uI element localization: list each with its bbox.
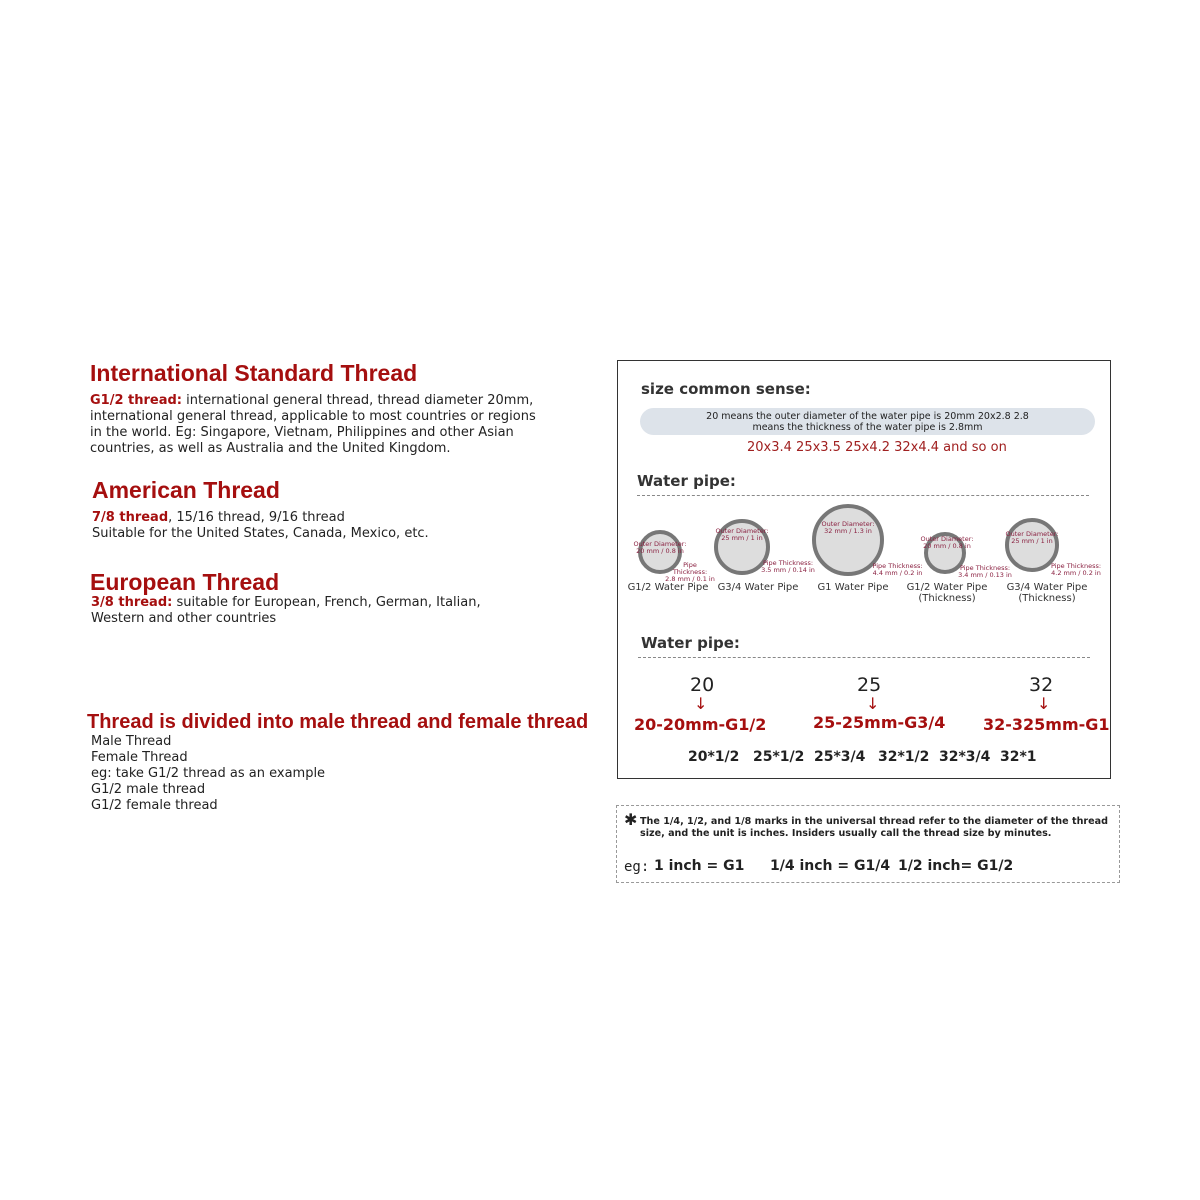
size-mapping: 25-25mm-G3/4	[813, 713, 946, 732]
combo: 20*1/2	[688, 749, 740, 765]
pipe-th: Pipe Thickness: 3.5 mm / 0.14 in	[761, 559, 815, 574]
american-body: , 15/16 thread, 9/16 thread	[168, 510, 345, 525]
intl-thread-title: International Standard Thread	[90, 360, 418, 386]
list-item: G1/2 male thread	[91, 782, 206, 797]
asterisk-icon: ✱	[624, 810, 638, 829]
pipe-od: Outer Diameter: 20 mm / 0.8 in	[920, 535, 974, 550]
combo: 25*3/4	[814, 749, 866, 765]
example: 1 inch = G1	[654, 858, 745, 874]
list-item: Female Thread	[91, 750, 188, 765]
size-number: 32	[1029, 674, 1054, 696]
combo: 32*1	[1000, 749, 1037, 765]
pipe-th: Pipe Thickness: 2.8 mm / 0.1 in	[665, 561, 715, 583]
size-title: size common sense:	[641, 380, 811, 398]
eg-label: eg:	[624, 859, 650, 875]
american-line2: Suitable for the United States, Canada, Mexico, etc.	[92, 526, 429, 541]
pipe-od: Outer Diameter: 32 mm / 1.3 in	[821, 520, 875, 535]
arrow-down-icon: ↓	[694, 694, 708, 713]
pipe-od: Outer Diameter: 20 mm / 0.8 in	[633, 540, 687, 555]
european-body: suitable for European, French, German, Italian, Western and other countries	[91, 595, 481, 626]
example: 1/2 inch= G1/2	[898, 858, 1014, 874]
water-pipe-heading-2: Water pipe:	[641, 634, 740, 652]
pipe-od: Outer Diameter: 25 mm / 1 in	[1005, 530, 1059, 545]
intl-thread-text	[90, 393, 550, 457]
european-thread-title: European Thread	[90, 569, 280, 595]
european-lead: 3/8 thread:	[91, 595, 173, 610]
size-number: 20	[690, 674, 715, 696]
american-thread-text	[92, 510, 552, 542]
list-item: G1/2 female thread	[91, 798, 218, 813]
arrow-down-icon: ↓	[1037, 694, 1051, 713]
pipe-th: Pipe Thickness: 3.4 mm / 0.13 in	[958, 564, 1012, 579]
note-text: The 1/4, 1/2, and 1/8 marks in the universal thread refer to the diameter of the thread size, and the unit is inches. Insiders usually call the thread size by minutes.	[640, 816, 1108, 839]
pipe-label: G1 Water Pipe	[817, 582, 889, 593]
combo: 32*3/4	[939, 749, 991, 765]
pill-line1: 20 means the outer diameter of the water pipe is 20mm 20x2.8 2.8	[706, 411, 1029, 422]
size-examples: 20x3.4 25x3.5 25x4.2 32x4.4 and so on	[747, 440, 1007, 455]
intl-lead: G1/2 thread:	[90, 393, 183, 408]
size-number: 25	[857, 674, 882, 696]
european-thread-text	[91, 595, 531, 627]
pipe-label: G1/2 Water Pipe (Thickness)	[906, 582, 988, 604]
combo: 32*1/2	[878, 749, 930, 765]
list-item: Male Thread	[91, 734, 172, 749]
list-item: eg: take G1/2 thread as an example	[91, 766, 326, 781]
divider	[638, 657, 1090, 658]
intl-body: international general thread, thread diameter 20mm, international general thread, applicable to most countries or regions in the world. Eg: Singapore, Vietnam, Philippines and other Asian countries, as well as Australia and the United Kingdom.	[90, 393, 536, 456]
example: 1/4 inch = G1/4	[770, 858, 891, 874]
pill-line2: means the thickness of the water pipe is 2.8mm	[752, 422, 983, 433]
male-female-list	[91, 734, 325, 814]
combo: 25*1/2	[753, 749, 805, 765]
american-lead: 7/8 thread	[92, 510, 169, 525]
pipe-od: Outer Diameter: 25 mm / 1 in	[715, 527, 769, 542]
pipe-th: Pipe Thickness: 4.2 mm / 0.2 in	[1050, 562, 1102, 577]
size-explanation	[640, 408, 1095, 435]
pipe-label: G3/4 Water Pipe	[717, 582, 799, 593]
pipe-th: Pipe Thickness: 4.4 mm / 0.2 in	[872, 562, 923, 577]
water-pipe-heading-1: Water pipe:	[637, 472, 736, 490]
american-thread-title: American Thread	[92, 477, 280, 503]
pipe-label: G3/4 Water Pipe (Thickness)	[1006, 582, 1088, 604]
size-mapping: 32-325mm-G1	[983, 715, 1110, 734]
pipe-label: G1/2 Water Pipe	[627, 582, 709, 593]
size-mapping: 20-20mm-G1/2	[634, 715, 767, 734]
arrow-down-icon: ↓	[866, 694, 880, 713]
male-female-title: Thread is divided into male thread and female thread	[87, 711, 589, 733]
divider	[637, 495, 1089, 496]
